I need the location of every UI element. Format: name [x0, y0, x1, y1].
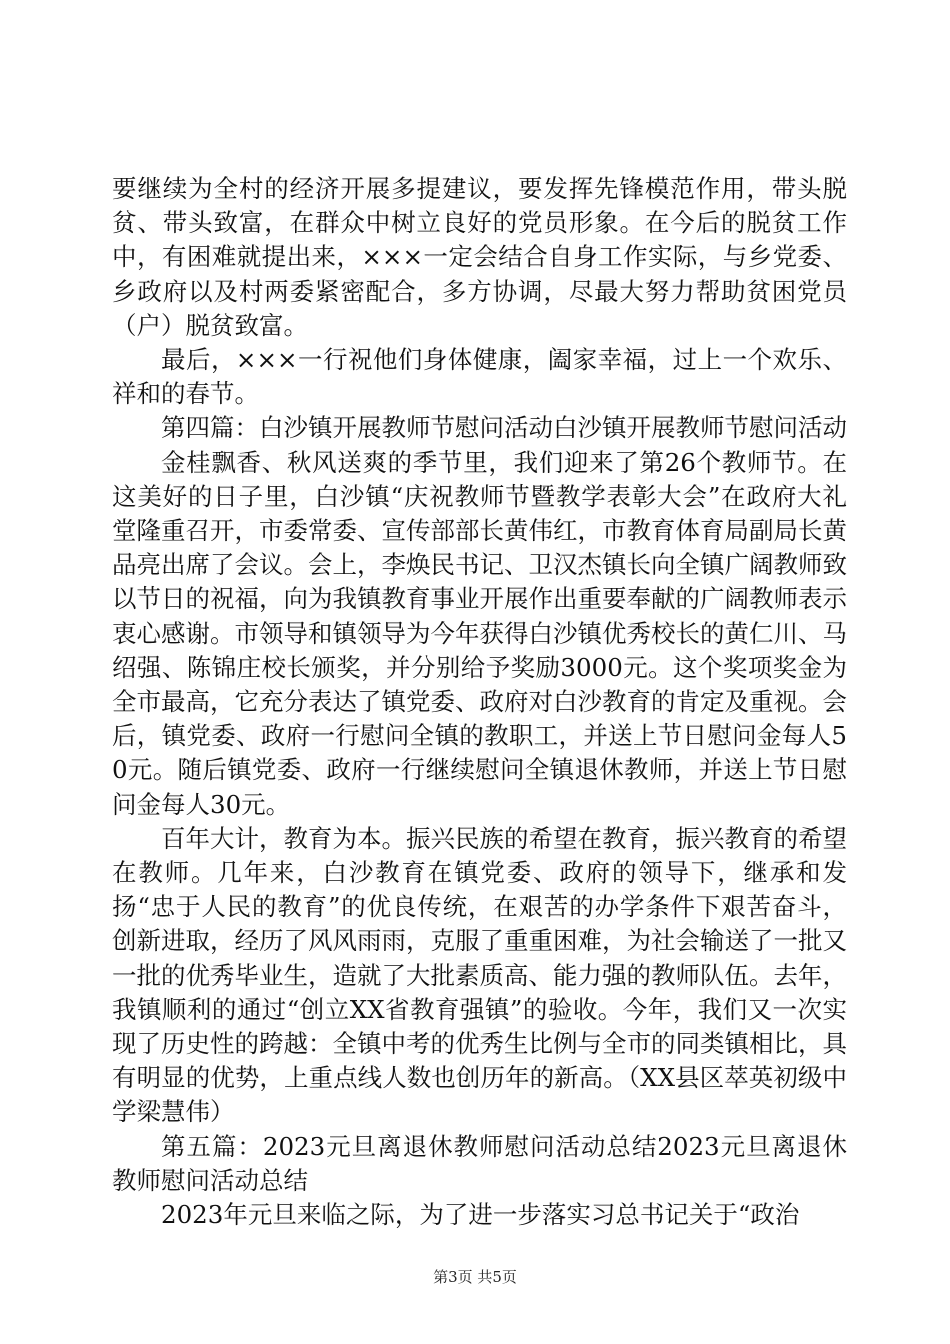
- paragraph-5: 2023年元旦来临之际，为了进一步落实习总书记关于“政治: [161, 1200, 800, 1230]
- section-heading-5: 第五篇：2023元旦离退休教师慰问活动总结2023元旦离退休教师慰问活动总结: [112, 1131, 847, 1195]
- paragraph-2: 最后，×××一行祝他们身体健康，阖家幸福，过上一个欢乐、祥和的春节。: [112, 345, 847, 409]
- section-heading-4: 第四篇：白沙镇开展教师节慰问活动白沙镇开展教师节慰问活动: [161, 413, 847, 443]
- paragraph-4: 百年大计，教育为本。振兴民族的希望在教育，振兴教育的希望在教师。几年来，白沙教育在镇党委、政府的领导下，继承和发扬“忠于人民的教育”的优良传统，在艰苦的办学条件下艰苦奋斗，创新进取，经历了风风雨雨，克服了重重困难，为社会输送了一批又一批的优秀毕业生，造就了大批素质高、能力强的教师队伍。去年，我镇顺利的通过“创立XX省教育强镇”的验收。今年，我们又一次实现了历史性的跨越：全镇中考的优秀生比例与全市的同类镇相比，具有明显的优势，上重点线人数也创历年的新高。（XX县区萃英初级中学梁慧伟）: [112, 823, 847, 1127]
- paragraph-3: 金桂飘香、秋风送爽的季节里，我们迎来了第26个教师节。在这美好的日子里，白沙镇“庆祝教师节暨教学表彰大会”在政府大礼堂隆重召开，市委常委、宣传部部长黄伟红，市教育体育局副局长黄品亮出席了会议。会上，李焕民书记、卫汉杰镇长向全镇广阔教师致以节日的祝福，向为我镇教育事业开展作出重要奉献的广阔教师表示衷心感谢。市领导和镇领导为今年获得白沙镇优秀校长的黄仁川、马绍强、陈锦庄校长颁奖，并分别给予奖励3000元。这个奖项奖金为全市最高，它充分表达了镇党委、政府对白沙教育的肯定及重视。会后，镇党委、政府一行慰问全镇的教职工，并送上节日慰问金每人50元。随后镇党委、政府一行继续慰问全镇退休教师，并送上节日慰问金每人30元。: [112, 447, 847, 819]
- page-number-footer: 第3页 共5页: [433, 1268, 517, 1286]
- document-body: [112, 172, 847, 1232]
- paragraph-1: 要继续为全村的经济开展多提建议，要发挥先锋模范作用，带头脱贫、带头致富，在群众中树立良好的党员形象。在今后的脱贫工作中，有困难就提出来，×××一定会结合自身工作实际，与乡党委、乡政府以及村两委紧密配合，多方协调，尽最大努力帮助贫困党员（户）脱贫致富。: [112, 174, 847, 340]
